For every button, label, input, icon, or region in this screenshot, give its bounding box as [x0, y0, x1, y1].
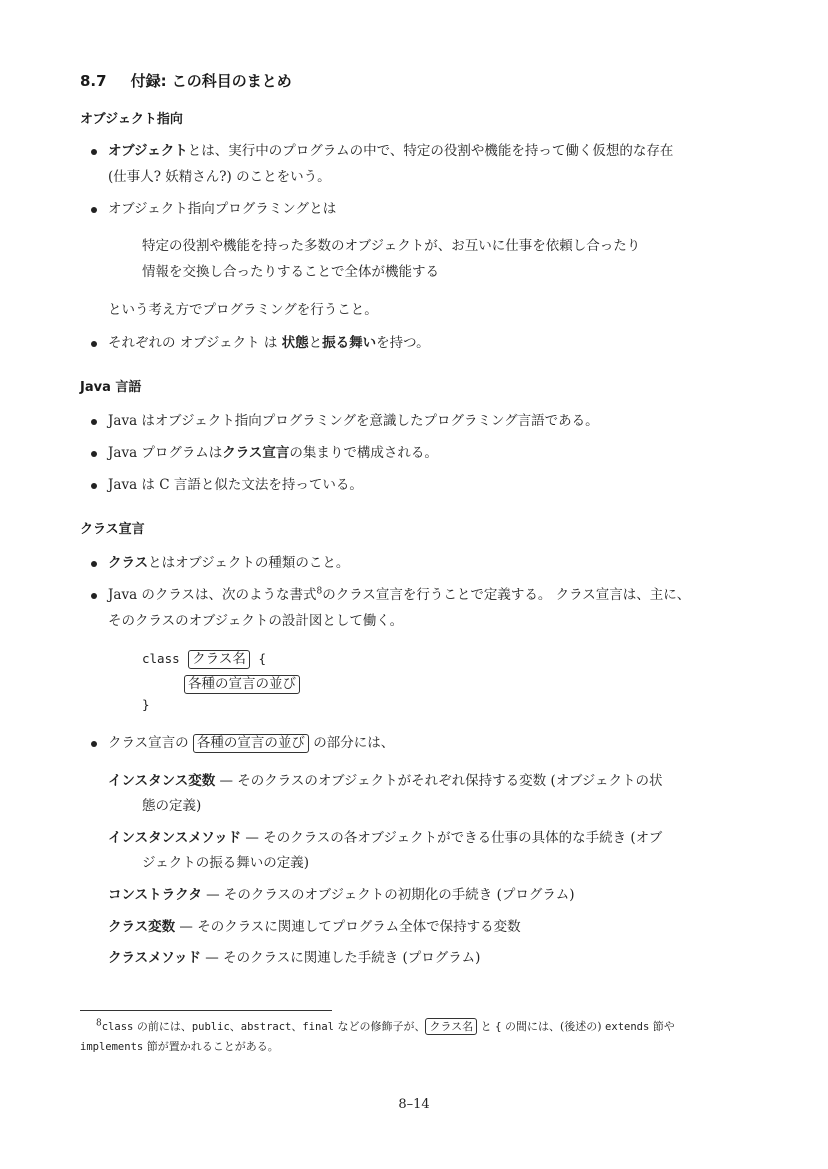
footnote-rule: [80, 1010, 332, 1011]
java-bullet-2-post: の集まりで構成される。: [289, 445, 438, 461]
fn-text: 、: [291, 1020, 303, 1033]
footnote-line-1: [96, 1018, 675, 1036]
boxed-declarations: 各種の宣言の並び: [193, 734, 309, 753]
def-term: クラスメソッド: [108, 950, 202, 966]
fn-code-final: final: [302, 1021, 334, 1033]
fn-code-abstract: abstract: [240, 1021, 292, 1033]
bullet-dot: [91, 451, 97, 457]
def-term: インスタンスメソッド: [108, 830, 242, 846]
java-bullet-3: Java は C 言語と似た文法を持っている。: [108, 477, 363, 493]
fn-text: 節や: [649, 1020, 675, 1033]
class-bullet-1: [108, 553, 349, 573]
oop-bullet-3: [108, 333, 430, 353]
code-line-1: [142, 649, 266, 669]
class-bullet-3: [108, 733, 394, 753]
subsection-oop-heading: オブジェクト指向: [80, 112, 183, 127]
fn-text: と: [477, 1020, 496, 1033]
class-bullet-2-line2: そのクラスのオブジェクトの設計図として働く。: [108, 613, 404, 629]
def-instance-variable-line2: 態の定義): [142, 798, 202, 814]
def-desc: — そのクラスのオブジェクトがそれぞれ保持する変数 (オブジェクトの状: [215, 773, 663, 789]
def-term: クラス変数: [108, 919, 176, 935]
code-placeholder-declarations: 各種の宣言の並び: [184, 675, 300, 694]
quote-line-2: 情報を交換し合ったりすることで全体が機能する: [142, 264, 439, 280]
oop-bullet-1-text: とは、実行中のプログラムの中で、特定の役割や機能を持って働く仮想的な存在: [187, 143, 674, 159]
bullet-dot: [91, 741, 97, 747]
def-instance-variable: [108, 771, 663, 791]
fn-boxed-class-name: クラス名: [425, 1018, 477, 1035]
oop-bullet-2-after: という考え方でプログラミングを行うこと。: [108, 302, 378, 318]
fn-text: 、: [229, 1020, 241, 1033]
oop-bullet-1-line2: (仕事人? 妖精さん?) のことをいう。: [108, 169, 331, 185]
def-class-variable: [108, 917, 521, 937]
oop-bullet-1: [108, 141, 673, 161]
bullet-dot: [91, 593, 97, 599]
def-desc: — そのクラスのオブジェクトの初期化の手続き (プログラム): [201, 887, 575, 903]
subsection-class-heading: クラス宣言: [80, 522, 145, 537]
fn-code-class: class: [101, 1021, 134, 1033]
def-instance-method-line2: ジェクトの振る舞いの定義): [142, 855, 309, 871]
fn-code-brace: {: [495, 1021, 502, 1033]
code-close-brace: }: [142, 697, 150, 712]
java-bullet-2-pre: Java プログラムは: [108, 445, 223, 461]
def-desc: — そのクラスに関連してプログラム全体で保持する変数: [175, 919, 521, 935]
code-keyword-class: class: [142, 651, 180, 666]
def-instance-method: [108, 828, 662, 848]
def-desc: — そのクラスに関連した手続き (プログラム): [201, 950, 481, 966]
page-number: 8–14: [398, 1097, 430, 1112]
code-open-brace: {: [258, 651, 266, 666]
bullet-dot: [91, 149, 97, 155]
section-number: 8.7: [80, 72, 107, 90]
section-title: 付録: この科目のまとめ: [130, 72, 292, 90]
term-class: クラス: [108, 555, 149, 571]
code-placeholder-class-name: クラス名: [188, 650, 250, 669]
def-term: インスタンス変数: [108, 773, 216, 789]
class-bullet-2: [108, 585, 690, 605]
subsection-java-heading: Java 言語: [80, 380, 142, 395]
term-state: 状態: [281, 335, 309, 351]
fn-code-public: public: [191, 1021, 230, 1033]
footnote-ref: 8: [316, 586, 323, 597]
oop-bullet-3-pre: それぞれの オブジェクト は: [108, 335, 278, 351]
fn-text: の前には、: [133, 1020, 192, 1033]
bullet-dot: [91, 341, 97, 347]
term-class-declaration: クラス宣言: [222, 445, 290, 461]
def-class-method: [108, 948, 480, 968]
footnote-mark: 8: [96, 1018, 102, 1029]
class-bullet-1-text: とはオブジェクトの種類のこと。: [148, 555, 350, 571]
code-line-2: [184, 674, 300, 694]
fn-code-extends: extends: [605, 1021, 650, 1033]
bullet-dot: [91, 207, 97, 213]
bullet-dot: [91, 419, 97, 425]
oop-bullet-3-post: を持つ。: [376, 335, 430, 351]
def-constructor: [108, 885, 574, 905]
term-behavior: 振る舞い: [322, 335, 377, 351]
class-bullet-2-pre: Java のクラスは、次のような書式: [108, 587, 317, 603]
class-bullet-2-post: のクラス宣言を行うことで定義する。 クラス宣言は、主に、: [322, 587, 691, 603]
java-bullet-1: Java はオブジェクト指向プログラミングを意識したプログラミング言語である。: [108, 413, 599, 429]
footnote-line-2: [80, 1038, 279, 1056]
quote-line-1: 特定の役割や機能を持った多数のオブジェクトが、お互いに仕事を依頼し合ったり: [142, 238, 641, 254]
class-bullet-3-pre: クラス宣言の: [108, 735, 189, 751]
def-term: コンストラクタ: [108, 887, 202, 903]
bullet-dot: [91, 561, 97, 567]
bullet-dot: [91, 483, 97, 489]
oop-bullet-2: オブジェクト指向プログラミングとは: [108, 201, 337, 217]
oop-bullet-3-mid: と: [308, 335, 323, 351]
fn-text: などの修飾子が、: [333, 1020, 426, 1033]
term-object: オブジェクト: [108, 143, 188, 159]
class-bullet-3-post: の部分には、: [313, 735, 395, 751]
fn-text: の間には、(後述の): [501, 1020, 606, 1033]
fn-code-implements: implements: [80, 1041, 144, 1053]
section-heading: [80, 70, 292, 91]
java-bullet-2: [108, 443, 438, 463]
fn-text: 節が置かれることがある。: [143, 1040, 279, 1053]
def-desc: — そのクラスの各オブジェクトができる仕事の具体的な手続き (オブ: [241, 830, 663, 846]
